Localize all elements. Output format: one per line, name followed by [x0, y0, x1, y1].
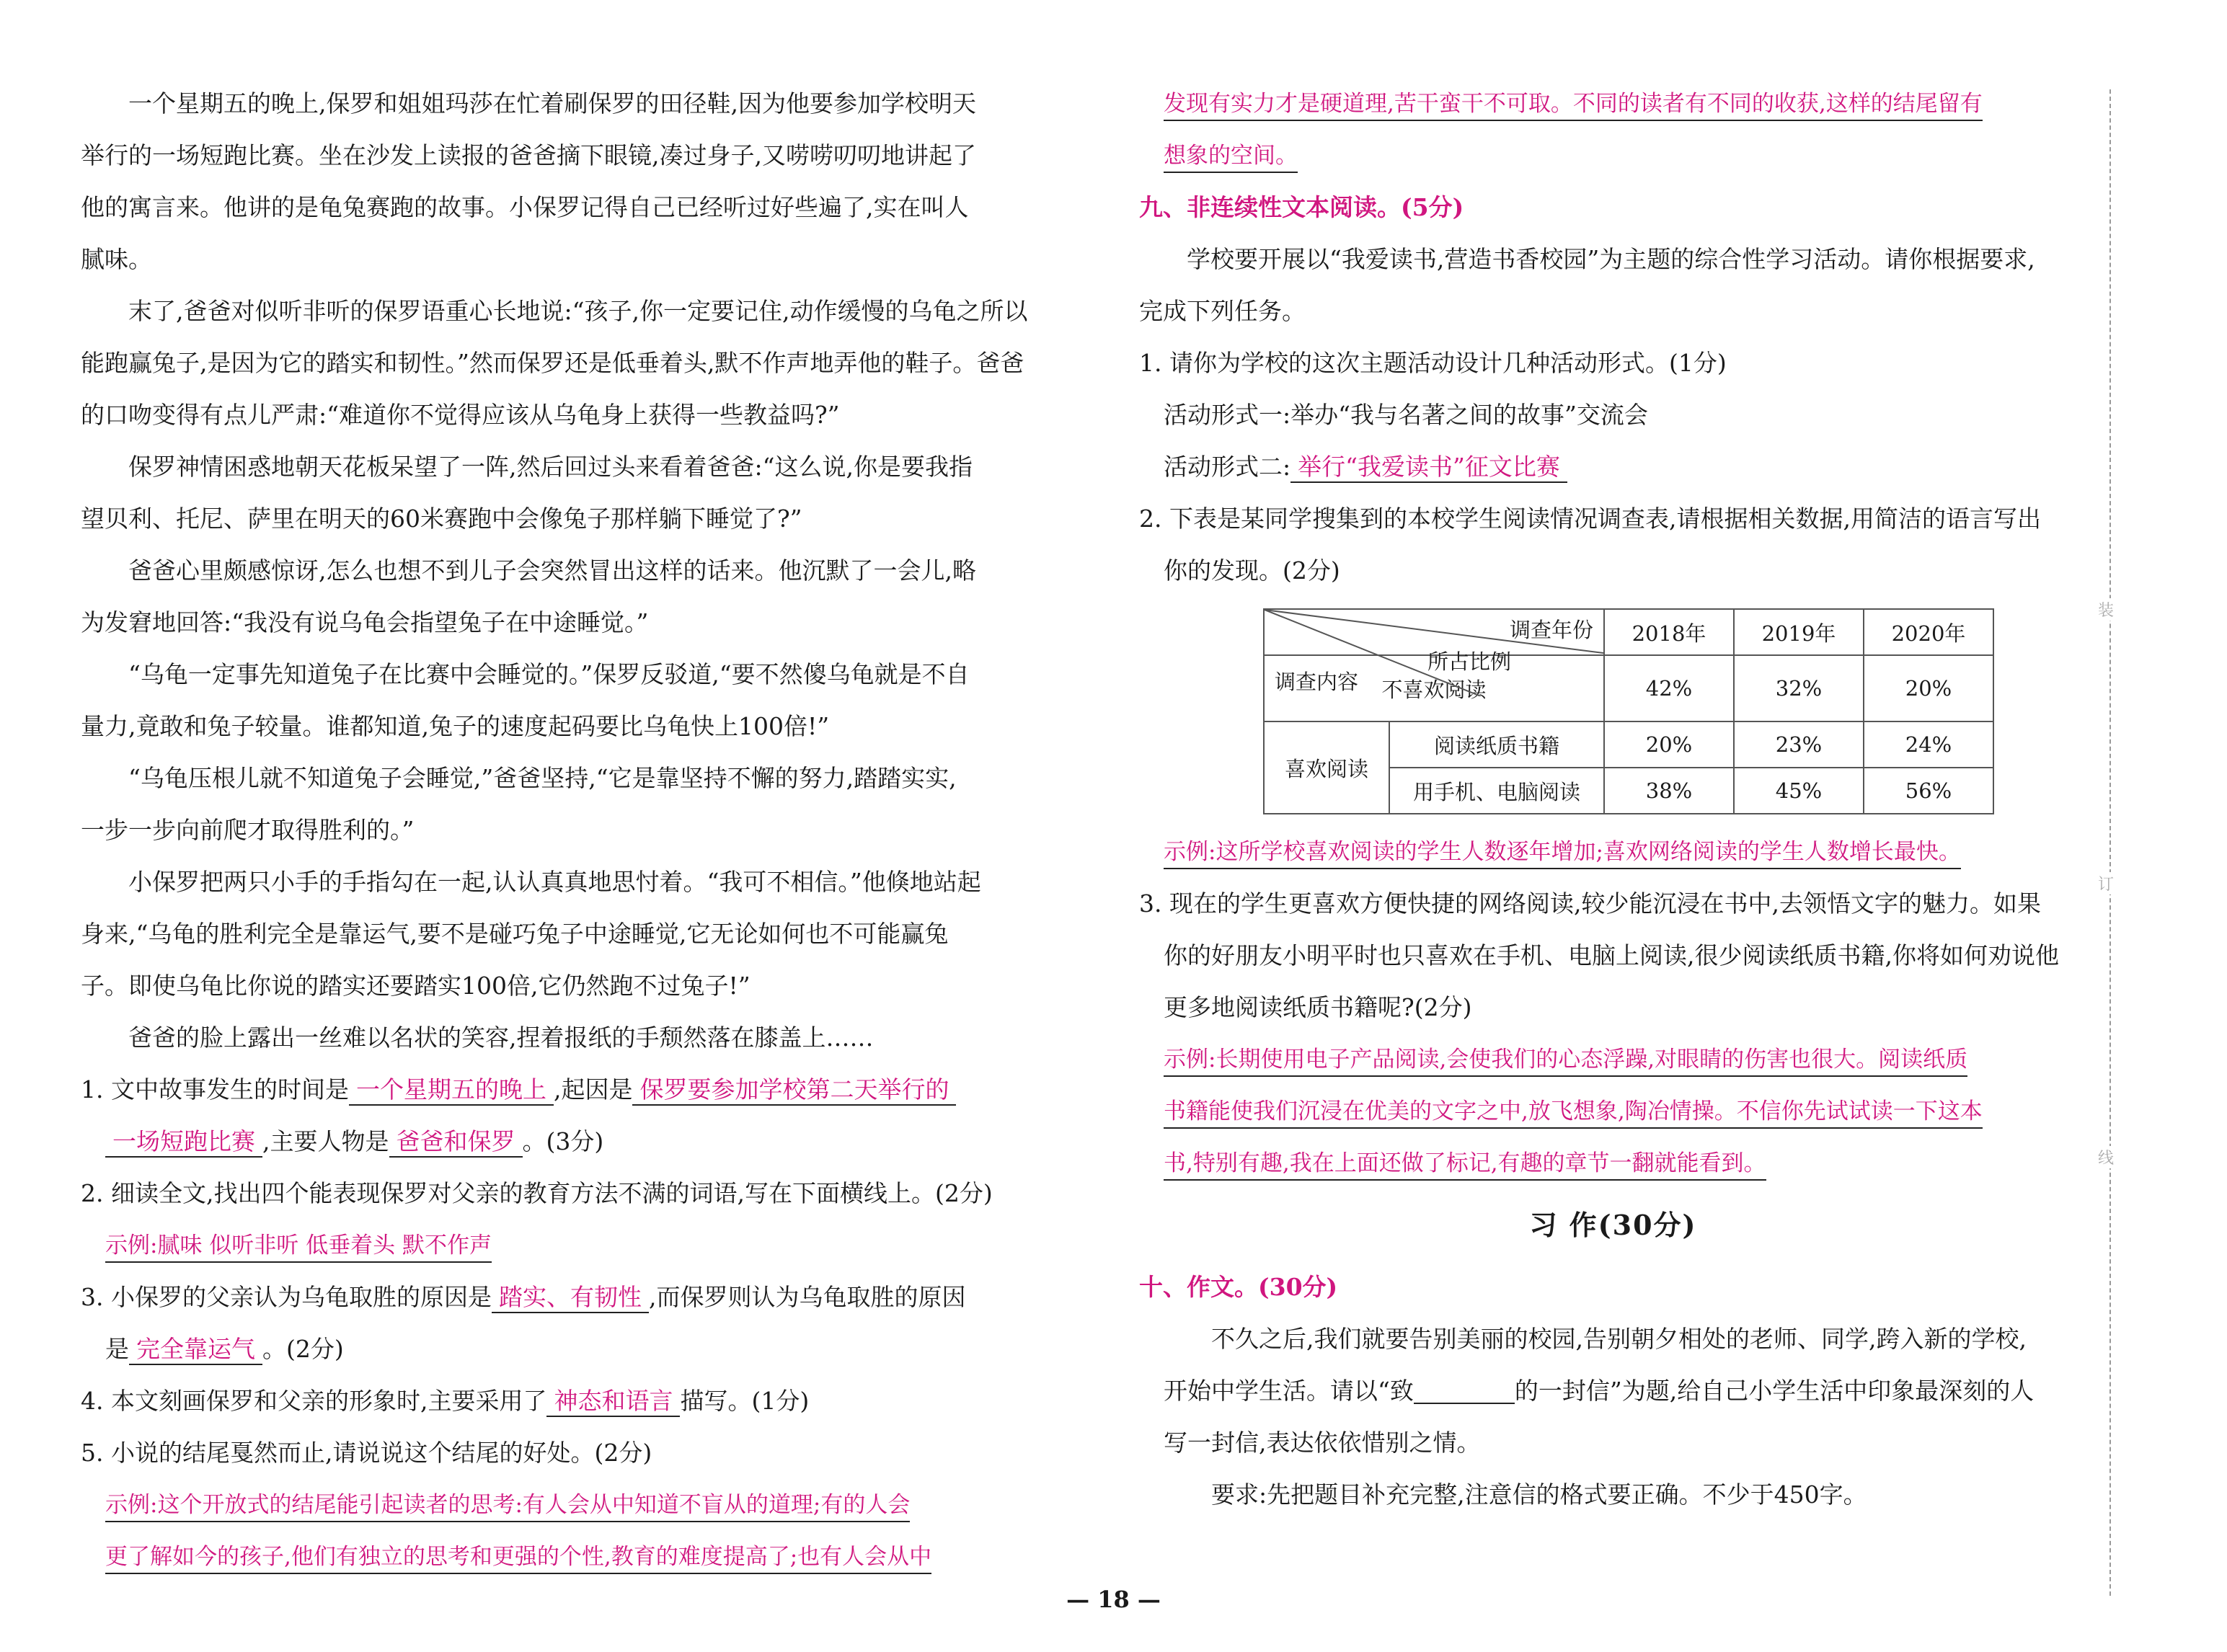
story-line: 小保罗把两只小手的手指勾在一起,认认真真地思忖着。“我可不相信。”他倏地站起 [128, 868, 981, 896]
story-line: 一个星期五的晚上,保罗和姐姐玛莎在忙着刷保罗的田径鞋,因为他要参加学校明天 [128, 89, 976, 117]
task-3-cont: 你的好朋友小明平时也只喜欢在手机、电脑上阅读,很少阅读纸质书籍,你将如何劝说他 [1164, 941, 2059, 969]
intro-line: 完成下列任务。 [1139, 297, 1306, 325]
survey-table [1263, 608, 1994, 814]
story-line: 量力,竟敢和兔子较量。谁都知道,兔子的速度起码要比乌龟快上100倍!” [81, 712, 830, 740]
story-line: 爸爸的脸上露出一丝难以名状的笑容,捏着报纸的手颓然落在膝盖上…… [128, 1023, 874, 1052]
table-cell: 23% [1734, 721, 1864, 768]
left-column [81, 78, 1028, 1583]
right-column [1139, 78, 2087, 1521]
section-10-heading: 十、作文。(30分) [1139, 1273, 1338, 1301]
intro-line: 学校要开展以“我爱读书,营造书香校园”为主题的综合性学习活动。请你根据要求, [1187, 245, 2035, 273]
story-line: 望贝利、托尼、萨里在明天的60米赛跑中会像兔子那样躺下睡觉了?” [81, 505, 802, 533]
question-5: 5. 小说的结尾戛然而止,请说说这个结尾的好处。(2分) [81, 1439, 652, 1467]
answer-blank: 爸爸和保罗 [389, 1127, 523, 1158]
answer-line: 想象的空间。 [1139, 130, 2087, 182]
task-1: 1. 请你为学校的这次主题活动设计几种活动形式。(1分) [1139, 349, 1727, 377]
task-3-cont: 更多地阅读纸质书籍呢?(2分) [1164, 993, 1472, 1021]
fill-blank [1414, 1381, 1515, 1404]
story-line: “乌龟压根儿就不知道兔子会睡觉,”爸爸坚持,“它是靠坚持不懈的努力,踏踏实实, [128, 764, 957, 792]
page-number: — 18 — [1066, 1586, 1161, 1613]
story-line: 举行的一场短跑比赛。坐在沙发上读报的爸爸摘下眼镜,凑过身子,又唠唠叨叨地讲起了 [81, 141, 976, 169]
question-3: 3. 小保罗的父亲认为乌龟取胜的原因是 踏实、有韧性 ,而保罗则认为乌龟取胜的原因 [81, 1271, 1022, 1323]
table-cell: 38% [1604, 768, 1734, 814]
answer-line: 示例:腻味 似听非听 低垂着头 默不作声 [81, 1220, 1022, 1271]
answer-line: 示例:这个开放式的结尾能引起读者的思考:有人会从中知道不盲从的道理;有的人会 [81, 1479, 1022, 1531]
answer-line: 书,特别有趣,我在上面还做了标记,有趣的章节一翻就能看到。 [1139, 1137, 2087, 1189]
answer-line: 更了解如今的孩子,他们有独立的思考和更强的个性,教育的难度提高了;也有人会从中 [81, 1531, 1022, 1583]
activity-form-1: 活动形式一:举办“我与名著之间的故事”交流会 [1164, 401, 1648, 429]
row-label: 用手机、电脑阅读 [1389, 768, 1604, 814]
story-line: 末了,爸爸对似听非听的保罗语重心长地说:“孩子,你一定要记住,动作缓慢的乌龟之所以 [128, 297, 1028, 325]
binding-mark: 线 [2098, 1146, 2114, 1168]
task-2-cont: 你的发现。(2分) [1164, 556, 1340, 585]
story-line: 爸爸心里颇感惊讶,怎么也想不到儿子会突然冒出这样的话来。他沉默了一会儿,略 [128, 556, 976, 585]
answer-line: 示例:长期使用电子产品阅读,会使我们的心态浮躁,对眼睛的伤害也很大。阅读纸质 [1139, 1034, 2087, 1085]
task-3: 3. 现在的学生更喜欢方便快捷的网络阅读,较少能沉浸在书中,去领悟文字的魅力。如果 [1139, 889, 2041, 918]
story-line: “乌龟一定事先知道兔子在比赛中会睡觉的。”保罗反驳道,“要不然傻乌龟就是不自 [128, 660, 970, 688]
story-line: 身来,“乌龟的胜利完全是靠运气,要不是碰巧兔子中途睡觉,它无论如何也不可能赢兔 [81, 920, 949, 948]
answer-blank: 神态和语言 [546, 1387, 680, 1417]
task-2: 2. 下表是某同学搜集到的本校学生阅读情况调查表,请根据相关数据,用简洁的语言写出 [1139, 505, 2041, 533]
essay-prompt-line: 写一封信,表达依依惜别之情。 [1164, 1429, 1481, 1457]
question-1-cont: 一场短跑比赛 ,主要人物是 爸爸和保罗 。(3分) [81, 1116, 1022, 1168]
story-line: 他的寓言来。他讲的是龟兔赛跑的故事。小保罗记得自己已经听过好些遍了,实在叫人 [81, 193, 969, 221]
writing-section-title: 习 作(30分) [1529, 1209, 1697, 1241]
row-label: 不喜欢阅读 [1264, 655, 1604, 721]
table-header-row [1264, 609, 1993, 655]
answer-line: 发现有实力才是硬道理,苦干蛮干不可取。不同的读者有不同的收获,这样的结尾留有 [1139, 78, 2087, 130]
answer-blank: 举行“我爱读书”征文比赛 [1290, 453, 1567, 483]
table-cell: 42% [1604, 655, 1734, 721]
question-2: 2. 细读全文,找出四个能表现保罗对父亲的教育方法不满的词语,写在下面横线上。(2分) [81, 1179, 993, 1207]
question-1: 1. 文中故事发生的时间是 一个星期五的晚上 ,起因是 保罗要参加学校第二天举行的 [81, 1064, 1022, 1116]
header-ratio-label: 所占比例 [1427, 649, 1511, 674]
table-row [1264, 721, 1993, 768]
group-label: 喜欢阅读 [1264, 721, 1389, 814]
question-4: 4. 本文刻画保罗和父亲的形象时,主要采用了 神态和语言 描写。(1分) [81, 1375, 1022, 1427]
answer-blank: 完全靠运气 [129, 1335, 262, 1365]
answer-blank: 一个星期五的晚上 [349, 1075, 554, 1106]
answer-line: 示例:这所学校喜欢阅读的学生人数逐年增加;喜欢网络阅读的学生人数增长最快。 [1139, 826, 2087, 878]
question-3-cont: 是 完全靠运气 。(2分) [81, 1323, 1022, 1375]
story-line: 子。即使乌龟比你说的踏实还要踏实100倍,它仍然跑不过兔子!” [81, 972, 751, 1000]
row-label: 阅读纸质书籍 [1389, 721, 1604, 768]
year-cell: 2020年 [1864, 609, 1993, 655]
answer-blank: 一场短跑比赛 [105, 1127, 262, 1158]
binding-mark: 装 [2098, 598, 2114, 621]
year-cell: 2019年 [1734, 609, 1864, 655]
answer-blank: 踏实、有韧性 [492, 1283, 649, 1313]
story-line: 腻味。 [81, 245, 152, 273]
story-line: 一步一步向前爬才取得胜利的。” [81, 816, 415, 844]
table-cell: 56% [1864, 768, 1993, 814]
essay-prompt-line: 不久之后,我们就要告别美丽的校园,告别朝夕相处的老师、同学,跨入新的学校, [1211, 1325, 2027, 1353]
table-cell: 32% [1734, 655, 1864, 721]
answer-line: 书籍能使我们沉浸在优美的文字之中,放飞想象,陶冶情操。不信你先试试读一下这本 [1139, 1085, 2087, 1137]
year-cell: 2018年 [1604, 609, 1734, 655]
table-cell: 20% [1604, 721, 1734, 768]
header-content-label: 调查内容 [1275, 670, 1359, 694]
binding-mark: 订 [2098, 872, 2114, 894]
header-year-label: 调查年份 [1509, 618, 1593, 642]
story-line: 能跑赢兔子,是因为它的踏实和韧性。”然而保罗还是低垂着头,默不作声地弄他的鞋子。爸爸 [81, 349, 1024, 377]
story-line: 为发窘地回答:“我没有说乌龟会指望兔子在中途睡觉。” [81, 608, 649, 636]
table-cell: 45% [1734, 768, 1864, 814]
table-cell: 24% [1864, 721, 1993, 768]
essay-requirement: 要求:先把题目补充完整,注意信的格式要正确。不少于450字。 [1211, 1480, 1867, 1509]
table-cell: 20% [1864, 655, 1993, 721]
binding-dashed-line [2109, 89, 2115, 1596]
section-9-heading: 九、非连续性文本阅读。(5分) [1139, 193, 1464, 221]
story-line: 的口吻变得有点儿严肃:“难道你不觉得应该从乌龟身上获得一些教益吗?” [81, 401, 840, 429]
essay-prompt-line: 开始中学生活。请以“致 的一封信”为题,给自己小学生活中印象最深刻的人 [1164, 1377, 2035, 1405]
answer-blank: 保罗要参加学校第二天举行的 [632, 1075, 956, 1106]
activity-form-2: 活动形式二: 举行“我爱读书”征文比赛 [1139, 441, 2087, 493]
story-line: 保罗神情困惑地朝天花板呆望了一阵,然后回过头来看着爸爸:“这么说,你是要我指 [128, 453, 973, 481]
